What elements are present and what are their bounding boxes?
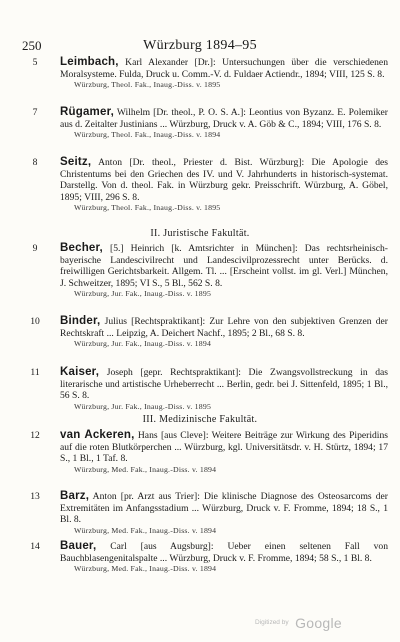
dissertation-note: Würzburg, Jur. Fak., Inaug.-Diss. v. 1895 [74, 289, 212, 299]
entry-number: 7 [32, 107, 38, 118]
dissertation-note: Würzburg, Theol. Fak., Inaug.-Diss. v. 1894 [74, 130, 221, 140]
entry-text: Anton [Dr. theol., Priester d. Bist. Würzburg]: Die Apologie des Christentums bei den Griechen des IV. und V. Jahrhunderts in historisch-systemat. Darstellg. Von d. theol. Fak. in Würzburg gekr. Preisschrift. Würzburg, A. Göbel, 1895; VIII, 296 S. 8. [60, 157, 388, 203]
entry-number: 8 [32, 157, 38, 168]
entry-number: 11 [30, 367, 40, 378]
bibliography-entry [32, 242, 388, 299]
entry-text: [5.] Heinrich [k. Amtsrichter in München]: Das rechtsrheinisch-bayerische Landescivilrecht und Landescivilprozessrecht unter Berücks. d. freiwilligen Gerichtsbarkeit. Allgem. Tl. ... [Erscheint vollst. im gl. Verl.] München, J. Schweitzer, 1895; VI S., 5 Bl., 562 S. 8. [60, 243, 388, 289]
bibliography-entry [30, 540, 388, 574]
entry-body [60, 491, 388, 526]
entry-number: 14 [30, 541, 40, 552]
entry-number: 12 [30, 430, 40, 441]
entry-number: 13 [30, 491, 40, 502]
author-name: Rügamer, [60, 106, 115, 118]
entry-text: Hans [aus Cleve]: Weitere Beiträge zur Wirkung des Piperidins auf die roten Blutkörperchen ... Würzburg, kgl. Universitätsdr. v. H. Stürtz, 1894; 17 S., 1 Bl., 1 Taf. 8. [60, 430, 388, 465]
entry-body [60, 57, 388, 80]
dissertation-note: Würzburg, Jur. Fak., Inaug.-Diss. v. 1895 [74, 401, 212, 411]
bibliography-entry [32, 156, 388, 213]
entry-text: Anton [pr. Arzt aus Trier]: Die klinische Diagnose des Osteosarcoms der Extremitäten im Anfangsstadium ... Würzburg, Druck v. F. Fromme, 1894; 18 S., 1 Bl. 8. [60, 491, 388, 526]
entry-text: Wilhelm [Dr. theol., P. O. S. A.]: Leontius von Byzanz. E. Polemiker aus d. Zeitalter Justinians ... Würzburg, Druck v. A. Göb & C., 1894; VIII, 176 S. 8. [60, 107, 388, 130]
entry-body [60, 107, 388, 130]
entry-body [60, 541, 388, 564]
entry-body [60, 157, 388, 203]
google-logo: Google [295, 614, 343, 631]
dissertation-note: Würzburg, Med. Fak., Inaug.-Diss. v. 1894 [74, 464, 217, 474]
entry-text: Julius [Rechtspraktikant]: Zur Lehre von den subjektiven Grenzen der Rechtskraft ... Leipzig, A. Deichert Nachf., 1895; 2 Bl., 68 S. 8. [60, 316, 388, 339]
entry-text: Joseph [gepr. Rechtspraktikant]: Die Zwangsvollstreckung in das literarische und artistische Urheberrecht ... Berlin, gedr. bei J. Sittenfeld, 1895; 1 Bl., 56 S. 8. [60, 367, 388, 402]
author-name: Seitz, [60, 156, 92, 168]
bibliography-entry [32, 56, 388, 90]
dissertation-note: Würzburg, Med. Fak., Inaug.-Diss. v. 1894 [74, 525, 217, 535]
digitized-by-google-watermark [255, 614, 342, 632]
watermark-prefix: Digitized by [255, 619, 289, 627]
author-name: Kaiser, [60, 366, 100, 378]
dissertation-note: Würzburg, Theol. Fak., Inaug.-Diss. v. 1895 [74, 80, 221, 90]
bibliography-entry [30, 490, 388, 536]
author-name: Barz, [60, 490, 90, 502]
entry-body [60, 243, 388, 289]
page-number: 250 [22, 38, 42, 53]
section-heading-medical: III. Medizinische Fakultät. [142, 414, 258, 425]
author-name: Becher, [60, 242, 103, 254]
running-title: Würzburg 1894–95 [143, 38, 257, 53]
bibliography-entry [32, 106, 388, 140]
bibliography-entry [30, 366, 388, 412]
author-name: Binder, [60, 315, 101, 327]
section-heading-juristic: II. Juristische Fakultät. [150, 228, 250, 239]
bibliography-entry [30, 315, 388, 349]
author-name: Bauer, [60, 540, 97, 552]
author-name: van Ackeren, [60, 429, 135, 441]
entry-body [60, 430, 388, 465]
entry-number: 5 [32, 57, 38, 68]
bibliography-entry [30, 429, 388, 475]
entry-body [60, 367, 388, 402]
dissertation-note: Würzburg, Jur. Fak., Inaug.-Diss. v. 1894 [74, 339, 212, 349]
dissertation-note: Würzburg, Med. Fak., Inaug.-Diss. v. 1894 [74, 564, 217, 574]
entry-body [60, 316, 388, 339]
entry-text: Karl Alexander [Dr.]: Untersuchungen über die verschiedenen Moralsysteme. Fulda, Druck u. Comm.-V. d. Fuldaer Actiendr., 1894; VIII, 125 S. 8. [60, 57, 388, 80]
entry-text: Carl [aus Augsburg]: Ueber einen seltenen Fall von Bauchblasengenitalspalte ... Würzburg, Druck v. F. Fromme, 1894; 58 S., 1 Bl. 8. [60, 541, 388, 564]
entry-number: 10 [30, 316, 40, 327]
page-header [22, 38, 378, 54]
entry-number: 9 [32, 243, 38, 254]
dissertation-note: Würzburg, Theol. Fak., Inaug.-Diss. v. 1895 [74, 203, 221, 213]
author-name: Leimbach, [60, 56, 119, 68]
